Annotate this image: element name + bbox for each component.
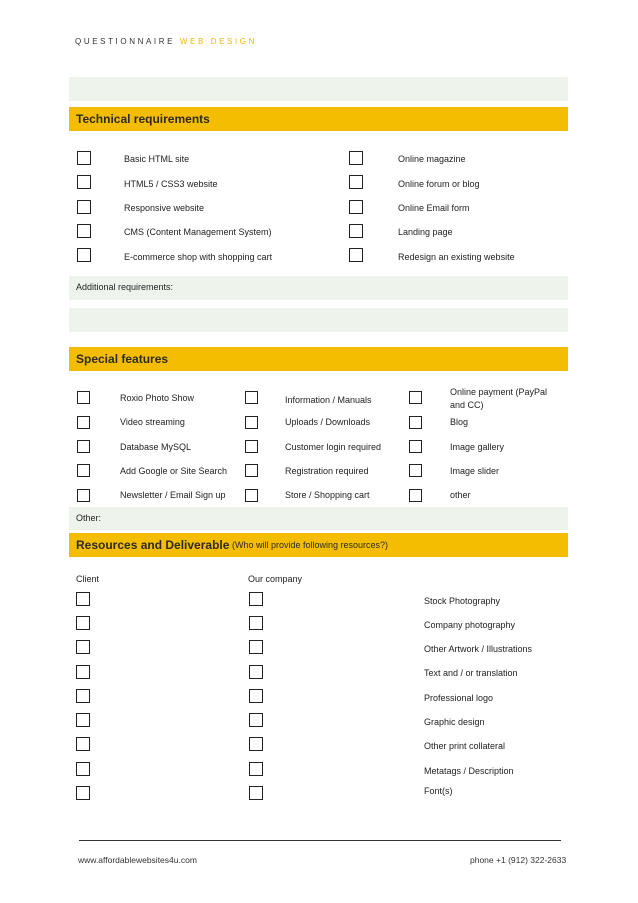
option-label: Online magazine [398,154,466,164]
additional-requirements-field-2[interactable] [69,308,568,332]
company-checkbox[interactable] [249,737,263,751]
resources-section-subtitle: (Who will provide following resources?) [232,540,389,550]
company-checkbox[interactable] [249,616,263,630]
client-checkbox[interactable] [76,640,90,654]
company-checkbox[interactable] [249,640,263,654]
client-column-label: Client [76,574,100,584]
resource-label: Company photography [424,620,516,630]
option-label: Newsletter / Email Sign up [120,490,226,500]
other-features-field[interactable] [69,507,568,530]
checkbox-customer-login[interactable] [245,440,258,453]
special-section-bar [69,347,568,371]
client-checkbox[interactable] [76,689,90,703]
footer-phone-label: phone +1 [470,855,506,865]
checkbox-landing-page[interactable] [349,224,363,238]
footer-website: www.affordablewebsites4u.com [78,855,197,865]
resource-label: Other print collateral [424,741,506,751]
checkbox-forum-blog[interactable] [349,175,363,189]
option-label: Online payment (PayPal [450,387,548,397]
resource-label: Font(s) [424,786,453,796]
resource-label: Text and / or translation [424,668,518,678]
resources-section-title: Resources and Deliverable [76,538,230,552]
checkbox-blog[interactable] [409,416,422,429]
checkbox-google-search[interactable] [77,464,90,477]
resource-label: Metatags / Description [424,766,514,776]
checkbox-store-cart[interactable] [245,489,258,502]
option-label: Image gallery [450,442,505,452]
company-checkbox[interactable] [249,786,263,800]
special-section-title: Special features [76,352,169,366]
option-label: CMS (Content Management System) [124,227,272,237]
client-checkbox[interactable] [76,592,90,606]
company-checkbox[interactable] [249,713,263,727]
checkbox-redesign[interactable] [349,248,363,262]
company-column-label: Our company [248,574,303,584]
resources-section-bar [69,533,568,557]
client-checkbox[interactable] [76,737,90,751]
option-label: Roxio Photo Show [120,393,195,403]
company-checkbox[interactable] [249,665,263,679]
checkbox-responsive[interactable] [77,200,91,214]
company-checkbox[interactable] [249,762,263,776]
company-checkbox[interactable] [249,689,263,703]
resource-label: Professional logo [424,693,494,703]
option-label: Information / Manuals [285,395,372,405]
document-header [75,37,257,46]
checkbox-uploads-downloads[interactable] [245,416,258,429]
other-features-label: Other: [76,513,102,523]
checkbox-html5-css3[interactable] [77,175,91,189]
checkbox-image-slider[interactable] [409,464,422,477]
technical-section-title: Technical requirements [76,112,210,126]
checkbox-basic-html[interactable] [77,151,91,165]
resource-label: Graphic design [424,717,485,727]
option-label: and CC) [450,400,484,410]
option-label: Redesign an existing website [398,252,515,262]
additional-requirements-label: Additional requirements: [76,282,174,292]
checkbox-online-magazine[interactable] [349,151,363,165]
client-checkbox[interactable] [76,786,90,800]
option-label: Registration required [285,466,369,476]
checkbox-online-payment[interactable] [409,391,422,404]
client-checkbox[interactable] [76,665,90,679]
client-checkbox[interactable] [76,713,90,727]
option-label: Basic HTML site [124,154,190,164]
option-label: E-commerce shop with shopping cart [124,252,273,262]
checkbox-video-streaming[interactable] [77,416,90,429]
option-label: Customer login required [285,442,382,452]
checkbox-information-manuals[interactable] [245,391,258,404]
header-accent: WEB DESIGN [179,37,257,46]
option-label: Responsive website [124,203,205,213]
option-label: Add Google or Site Search [120,466,228,476]
checkbox-ecommerce[interactable] [77,248,91,262]
client-checkbox[interactable] [76,616,90,630]
option-label: Store / Shopping cart [285,490,370,500]
option-label: other [450,490,471,500]
option-label: Image slider [450,466,500,476]
client-checkbox[interactable] [76,762,90,776]
option-label: Database MySQL [120,442,192,452]
checkbox-roxio[interactable] [77,391,90,404]
option-label: Online Email form [398,203,470,213]
company-checkbox[interactable] [249,592,263,606]
option-label: Blog [450,417,469,427]
option-label: Online forum or blog [398,179,480,189]
option-label: Video streaming [120,417,185,427]
top-band [69,77,568,101]
technical-section-bar [69,107,568,131]
checkbox-email-form[interactable] [349,200,363,214]
additional-requirements-field[interactable] [69,276,568,300]
resource-label: Other Artwork / Illustrations [424,644,533,654]
checkbox-database-mysql[interactable] [77,440,90,453]
checkbox-newsletter[interactable] [77,489,90,502]
checkbox-cms[interactable] [77,224,91,238]
option-label: Landing page [398,227,453,237]
resource-label: Stock Photography [424,596,501,606]
option-label: HTML5 / CSS3 website [124,179,218,189]
footer-divider [79,840,561,841]
option-label: Uploads / Downloads [285,417,371,427]
checkbox-image-gallery[interactable] [409,440,422,453]
checkbox-registration[interactable] [245,464,258,477]
checkbox-other[interactable] [409,489,422,502]
header-title: QUESTIONNAIRE [75,37,176,46]
footer-phone-number: (912) 322-2633 [508,855,567,865]
footer-phone [470,855,566,865]
